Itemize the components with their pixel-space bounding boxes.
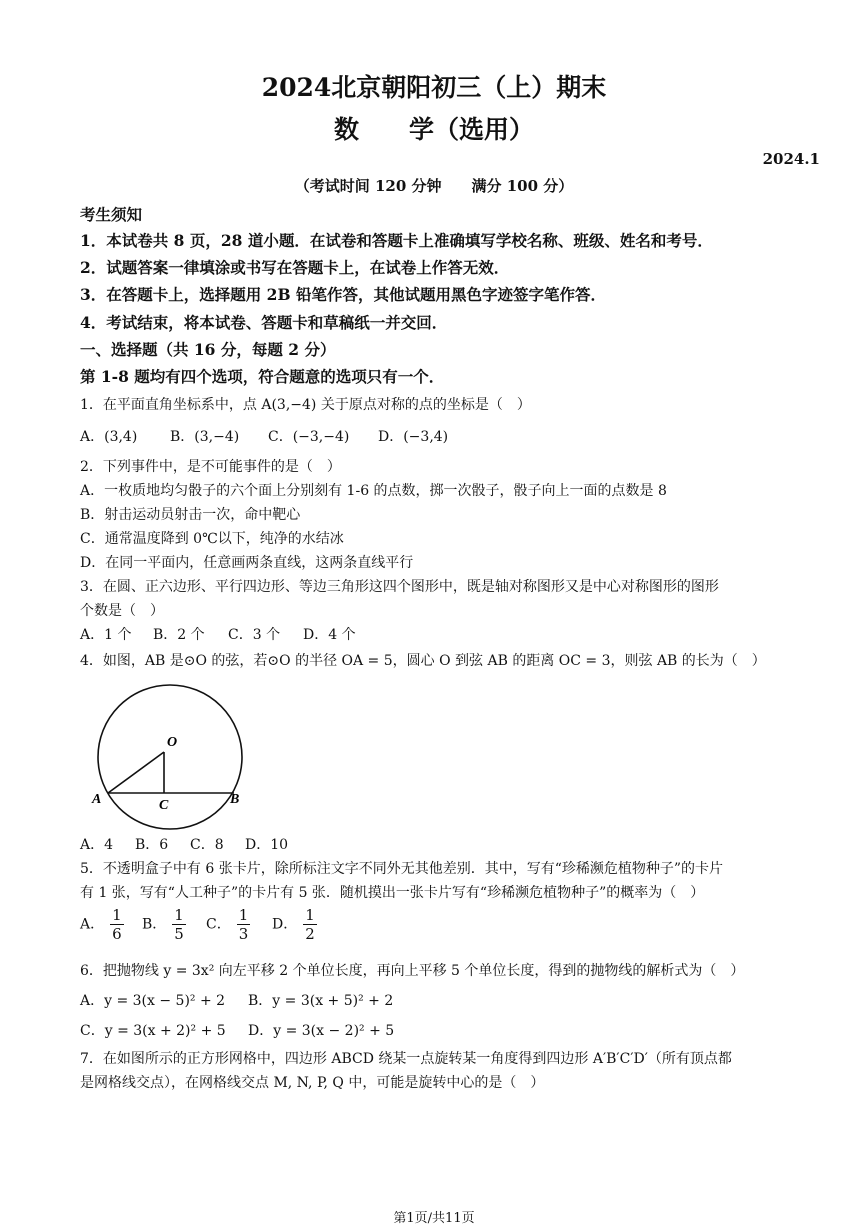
q4-stem: 4．如图，AB 是⊙O 的弦，若⊙O 的半径 OA = 5，圆心 O 到弦 AB 的距离 OC = 3，则弦 AB 的长为（ ） [80,653,766,669]
notice-item-2: 2．试题答案一律填涂或书写在答题卡上，在试卷上作答无效． [80,258,510,277]
q2-stem: 2．下列事件中，是不可能事件的是（ ） [80,459,341,475]
page-footer: 第1页/共11页 [393,1211,475,1226]
section1-heading: 一、选择题（共 16 分，每题 2 分） [80,340,336,359]
exam-time-info: （考试时间 120 分钟 满分 100 分） [294,177,574,195]
q4-option-c: C．8 [190,837,224,853]
q5-stem-line1: 5．不透明盒子中有 6 张卡片，除所标注文字不同外无其他差别．其中，写有“珍稀濒危植物种子”的卡片 [80,861,724,877]
q2-option-b: B．射击运动员射击一次，命中靶心 [80,507,301,523]
q3-stem-line1: 3．在圆、正六边形、平行四边形、等边三角形这四个图形中，既是轴对称图形又是中心对称图形的图形 [80,579,719,595]
notice-item-4: 4．考试结束，将本试卷、答题卡和草稿纸一并交回． [80,313,448,332]
q4-option-b: B．6 [135,837,169,853]
q4-circle-figure [84,682,254,832]
label-o: O [167,735,178,750]
q3-option-a: A．1 个 [80,627,132,643]
exam-title: 2024北京朝阳初三（上）期末 [261,73,607,102]
q1-stem: 1．在平面直角坐标系中，点 A(3,−4) 关于原点对称的点的坐标是（ ） [80,397,531,413]
q4-option-d: D．10 [245,837,289,853]
q6-stem: 6．把抛物线 y = 3x² 向左平移 2 个单位长度，再向上平移 5 个单位长度，得到的抛物线的解析式为（ ） [80,963,745,979]
q5-option-b: B． $\frac{1}{5}$ [142,906,184,943]
notice-item-1: 1．本试卷共 8 页，28 道小题．在试卷和答题卡上准确填写学校名称、班级、姓名和考号． [80,231,713,250]
q7-stem-line1: 7．在如图所示的正方形网格中，四边形 ABCD 绕某一点旋转某一角度得到四边形 A′B′C′D′（所有顶点都 [80,1051,732,1067]
q7-stem-line2: 是网格线交点），在网格线交点 M, N, P, Q 中，可能是旋转中心的是（ ） [80,1075,545,1091]
q4-option-a: A．4 [80,837,114,853]
q2-option-d: D．在同一平面内，任意画两条直线，这两条直线平行 [80,555,414,571]
notice-heading: 考生须知 [80,205,143,224]
q2-option-c: C．通常温度降到 0℃以下，纯净的水结冰 [80,531,344,547]
q6-option-a: A．y = 3(x − 5)² + 2 [80,993,226,1009]
label-b: B [230,792,240,807]
circle-o [98,685,242,829]
q6-option-d: D．y = 3(x − 2)² + 5 [248,1023,395,1039]
q1-option-c: C．(−3,−4) [268,429,350,445]
label-a: A [92,792,102,807]
exam-date: 2024.1 [762,150,820,168]
q1-option-d: D．(−3,4) [378,429,449,445]
q6-option-c: C．y = 3(x + 2)² + 5 [80,1023,226,1039]
q3-option-d: D．4 个 [303,627,356,643]
q5-stem-line2: 有 1 张，写有“人工种子”的卡片有 5 张．随机摸出一张卡片写有“珍稀濒危植物种子”的概率为（ ） [80,885,705,901]
q5-option-c: C． $\frac{1}{3}$ [206,906,249,943]
radius-oa [108,752,164,793]
q1-option-b: B．(3,−4) [170,429,240,445]
q5-option-a: A． $\frac{1}{6}$ [80,906,122,943]
q2-option-a: A．一枚质地均匀骰子的六个面上分别刻有 1-6 的点数，掷一次骰子，骰子向上一面的点数是 8 [80,483,667,499]
q3-option-c: C．3 个 [228,627,281,643]
exam-subtitle: 数 学（选用） [333,115,534,144]
section1-instruction: 第 1-8 题均有四个选项，符合题意的选项只有一个． [80,367,445,386]
q3-stem-line2: 个数是（ ） [80,603,164,619]
q3-option-b: B．2 个 [153,627,205,643]
notice-item-3: 3．在答题卡上，选择题用 2B 铅笔作答，其他试题用黑色字迹签字笔作答． [80,285,606,304]
q6-option-b: B．y = 3(x + 5)² + 2 [248,993,394,1009]
q1-option-a: A．(3,4) [80,429,138,445]
q5-option-d: D． $\frac{1}{2}$ [272,906,315,943]
label-c: C [159,798,169,813]
